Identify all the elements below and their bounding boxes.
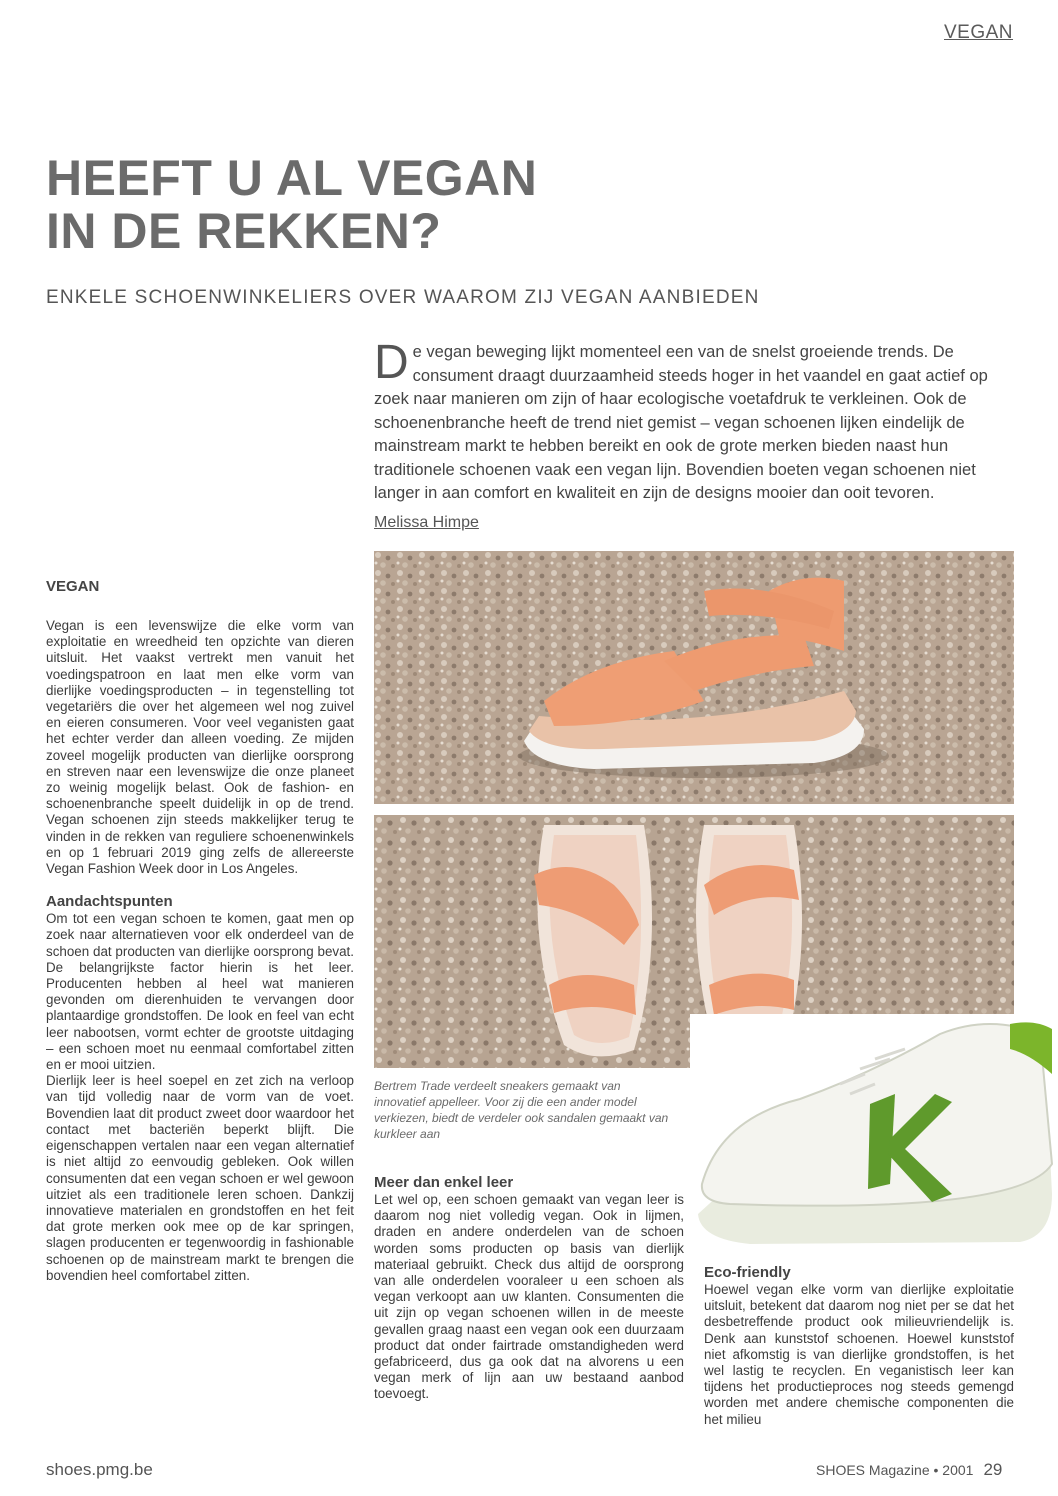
page-title-line-1: HEEFT U AL VEGAN <box>46 150 538 206</box>
section-tag: VEGAN <box>944 22 1014 43</box>
footer-magazine: SHOES Magazine • 2001 <box>816 1462 974 1478</box>
photo-caption: Bertrem Trade verdeelt sneakers gemaakt van innovatief appelleer. Voor zij die een ander model verkiezen, biedt de verdeler ook sandalen gemaakt van kurkleer aan <box>374 1079 669 1141</box>
middle-column <box>374 1174 684 1403</box>
heading-meer-dan-enkel-leer: Meer dan enkel leer <box>374 1174 514 1191</box>
meer-dan-enkel-leer-paragraph: Let wel op, een schoen gemaakt van vegan leer is daarom nog niet volledig vegan. Ook in lijmen, draden en andere onderdelen van de schoen worden soms producten op basis van dierlijk materiaal gebruikt. Check dus altijd de oorsprong van alle onderdelen vooraleer u een schoen als vegan verkoopt aan uw klanten. Consumenten die uit zijn op vegan schoenen willen in de meeste gevallen graag naast een vegan ook een duurzaam product dat onder fairtrade omstandigheden werd gefabriceerd, dus ga ook dat na alvorens u een vegan merk of lijn aan uw bestaand aanbod toevoegt. <box>374 1192 684 1402</box>
heading-eco-friendly: Eco-friendly <box>704 1264 791 1281</box>
left-column <box>46 578 354 1284</box>
intro-paragraph <box>374 336 1014 506</box>
sneaker-photo <box>690 1014 1054 1252</box>
page-title <box>46 152 606 257</box>
right-column <box>704 1264 1014 1428</box>
intro-text: e vegan beweging lijkt momenteel een van de snelst groeiende trends. De consument draagt duurzaamheid steeds hoger in het vaandel en gaat actief op zoek naar manieren om zijn of haar ecologische voetafdruk te verkleinen. Ook de schoenenbranche heeft de trend niet gemist – vegan schoenen lijken eindelijk de mainstream markt te hebben bereikt en ook de grote merken bieden naast hun traditionele schoenen vaak een vegan lijn. Bovendien boeten vegan schoenen niet langer in aan comfort en kwaliteit en zijn de designs mooier dan ooit tevoren. <box>374 343 988 502</box>
vegan-paragraph: Vegan is een levenswijze die elke vorm van exploitatie en wreedheid ten opzichte van dieren uitsluit. Het vaakst vertrekt men vanuit het voedingspatroon en laat men elke vorm van dierlijke voedingsproducten – in tegenstelling tot vegetariërs die over het algemeen wel nog zuivel en eieren consumeren. Voor veel veganisten gaat het echter verder dan alleen voeding. Ze mijden zoveel mogelijk producten van dierlijke oorsprong en streven naar een levenswijze die onze planeet zo weinig mogelijk belast. Ook de fashion- en schoenenbranche speelt duidelijk in op de trend. Vegan schoenen zijn steeds makkelijker terug te vinden in de rekken van reguliere schoenenwinkels en op 1 februari 2019 ging zelfs de allereerste Vegan Fashion Week door in Los Angeles. <box>46 618 354 877</box>
heading-aandachtspunten: Aandachtspunten <box>46 893 173 911</box>
subtitle: ENKELE SCHOENWINKELIERS OVER WAAROM ZIJ VEGAN AANBIEDEN <box>46 287 760 308</box>
footer-magazine-info <box>816 1460 1002 1480</box>
eco-friendly-paragraph: Hoewel vegan elke vorm van dierlijke exploitatie uitsluit, betekent dat daarom nog niet per se dat het desbetreffende product ook milieuvriendelijk is. Denk aan kunststof schoenen. Hoewel kunststof niet afkomstig is van dierlijke grondstoffen, is het wel lastig te recyclen. En veganistisch leer kan tijdens het productieproces nog steeds gemengd worden met andere chemische componenten die het milieu <box>704 1282 1014 1427</box>
page-number: 29 <box>983 1460 1003 1479</box>
author-link[interactable]: Melissa Himpe <box>374 514 479 531</box>
heading-vegan: VEGAN <box>46 578 100 595</box>
aandachtspunten-paragraph-2: Dierlijk leer is heel soepel en zet zich na verloop van tijd volledig naar de vorm van de voet. Bovendien laat dit product zweet door waardoor het contact met bacteriën beperkt blijft. Die eigenschappen vertalen naar een vegan alternatief is niet altijd zo eenvoudig gebleken. Ook willen consumenten dat een vegan schoen er wel gewoon uitziet als een traditionele leren schoen. Dankzij innovatieve materialen en grondstoffen en het feit dat grote merken ook mee op de kar springen, slagen producenten er tegenwoordig in fashionable schoenen op de mainstream markt te brengen die bovendien heel comfortabel zitten. <box>46 1073 354 1283</box>
page-title-line-2: IN DE REKKEN? <box>46 202 442 259</box>
drop-cap: D <box>374 336 409 389</box>
footer-website-link[interactable]: shoes.pmg.be <box>46 1460 153 1479</box>
aandachtspunten-paragraph-1: Om tot een vegan schoen te komen, gaat men op zoek naar alternatieven voor elk onderdeel van de schoen dat producten van dierlijke oorsprong bevat. De belangrijkste factor hierin is het leer. Producenten hebben al heel wat manieren gevonden om dierenhuiden te vervangen door plantaardige grondstoffen. De look en feel van echt leer nabootsen, vormt echter de grootste uitdaging – een schoen moet nu eenmaal comfortabel zitten en er mooi uitzien. <box>46 911 354 1073</box>
sandal-side-photo <box>374 551 1014 804</box>
